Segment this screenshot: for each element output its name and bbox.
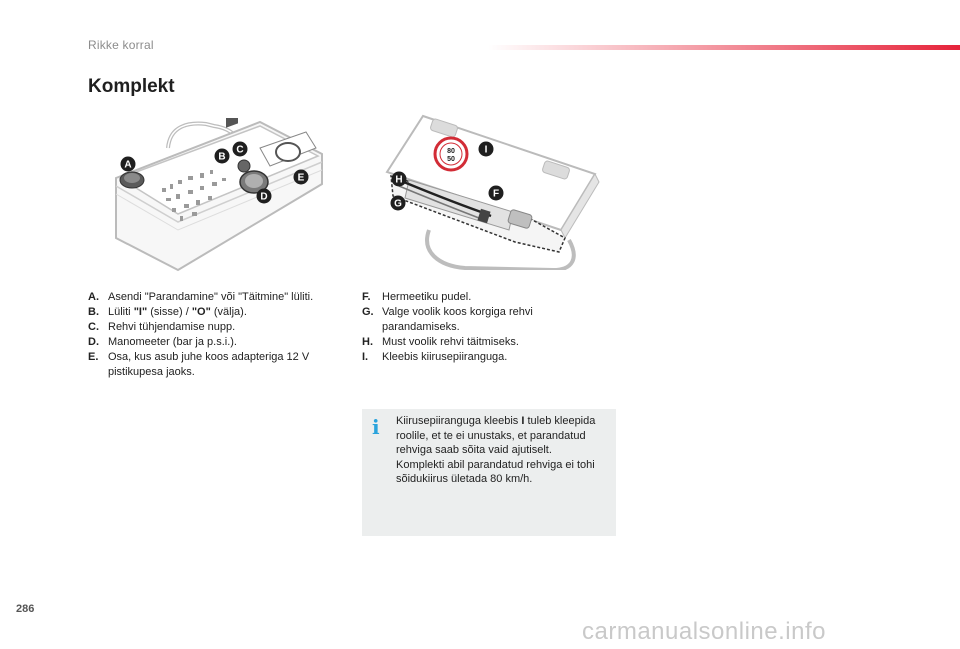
page-number: 286 (16, 603, 35, 615)
legend-key: I. (362, 351, 369, 363)
legend-item-d (88, 335, 350, 350)
svg-text:E: E (297, 172, 305, 184)
legend-item-a (88, 290, 350, 305)
legend-item-e (88, 350, 350, 380)
legend-left (88, 290, 350, 380)
legend-key: H. (362, 336, 373, 348)
callout-f (489, 186, 504, 201)
legend-text-part: (sisse) / (147, 306, 192, 318)
svg-text:A: A (124, 159, 132, 171)
legend-key: F. (362, 291, 371, 303)
legend-text-part: Lüliti (108, 306, 134, 318)
header-rule (488, 45, 960, 50)
callout-a (121, 157, 136, 172)
legend-item-f (362, 290, 602, 305)
sticker-speed-bottom: 50 (447, 156, 455, 163)
info-text (396, 414, 608, 487)
legend-text: Osa, kus asub juhe koos adapteriga 12 V pistikupesa jaoks. (108, 351, 310, 378)
legend-text-part: (välja). (210, 306, 247, 318)
legend-text: Kleebis kiirusepiiranguga. (382, 351, 508, 363)
callout-c (233, 142, 248, 157)
underside-illustration (383, 112, 613, 270)
legend-key: A. (88, 291, 99, 303)
callout-d (257, 189, 272, 204)
svg-text:D: D (260, 191, 268, 203)
legend-item-h (362, 335, 602, 350)
callout-h (392, 172, 407, 187)
legend-key: E. (88, 351, 99, 363)
info-text-part: Kiirusepiiranguga kleebis (396, 415, 522, 427)
legend-text: Asendi "Parandamine" või "Täitmine" lüliti. (108, 291, 314, 303)
legend-text-bold: "O" (191, 306, 211, 318)
legend-text: Valge voolik koos korgiga rehvi parandamiseks. (382, 306, 533, 333)
sticker-speed-top: 80 (447, 148, 455, 155)
page-title: Komplekt (88, 76, 175, 97)
info-text-bold: I (521, 415, 525, 427)
info-text-part: tuleb kleepida roolile, et te ei unustaks, et parandatud rehviga saab sõita vaid ajutiselt. (396, 415, 596, 456)
legend-text: Must voolik rehvi täitmiseks. (382, 336, 519, 348)
legend-item-b (88, 305, 350, 320)
legend-text (108, 305, 350, 320)
info-paragraph: Komplekti abil parandatud rehviga ei tohi sõidukiirus ületada 80 km/h. (396, 458, 595, 485)
info-icon: i (372, 415, 380, 439)
legend-item-i (362, 350, 602, 365)
legend-text: Manomeeter (bar ja p.s.i.). (108, 336, 237, 348)
info-box (362, 409, 616, 536)
legend-key: D. (88, 336, 99, 348)
legend-text-bold: "I" (133, 306, 148, 318)
info-paragraph (396, 414, 608, 458)
callout-e (294, 170, 309, 185)
legend-text: Hermeetiku pudel. (382, 291, 472, 303)
callout-g (391, 196, 406, 211)
svg-text:I: I (484, 144, 488, 156)
callout-b (215, 149, 230, 164)
legend-key: B. (88, 306, 99, 318)
svg-text:H: H (395, 174, 403, 186)
legend-item-c (88, 320, 350, 335)
svg-text:F: F (492, 188, 500, 200)
svg-text:B: B (218, 151, 226, 163)
svg-text:C: C (236, 144, 244, 156)
legend-item-g (362, 305, 602, 335)
legend-key: G. (362, 306, 374, 318)
legend-right (362, 290, 602, 365)
legend-key: C. (88, 321, 99, 333)
compressor-illustration (110, 118, 332, 276)
callout-i (479, 142, 494, 157)
section-header: Rikke korral (88, 38, 154, 52)
watermark: carmanualsonline.info (582, 618, 826, 645)
svg-text:G: G (394, 198, 402, 210)
legend-text: Rehvi tühjendamise nupp. (108, 321, 236, 333)
